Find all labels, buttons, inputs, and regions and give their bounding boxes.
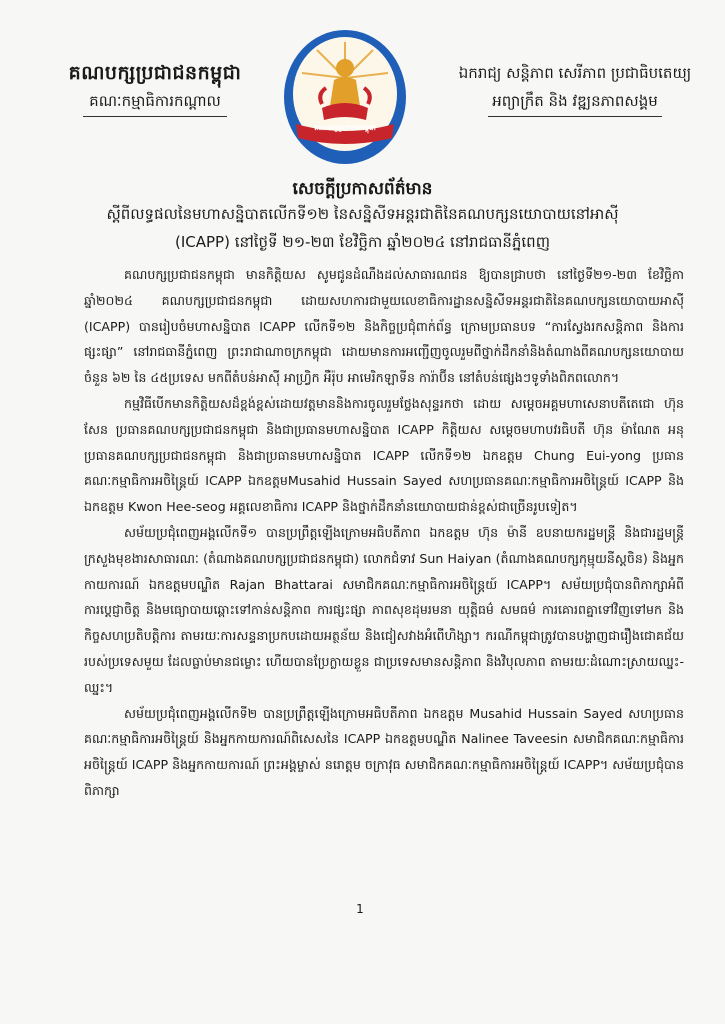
committee-name: គណៈកម្មាធិការកណ្តាល — [83, 88, 227, 117]
national-motto-second-line: អព្យាក្រឹត និង វឌ្ឍនភាពសង្គម — [488, 88, 662, 117]
page-number: 1 — [356, 902, 364, 916]
paragraph: សម័យប្រជុំពេញអង្គលើកទី១ បានប្រព្រឹត្តឡើងក្រោមអធិបតីភាព ឯកឧត្តម ហ៊ុន ម៉ានី ឧបនាយករដ្ឋមន្ត្រី និងជារដ្ឋមន្ត្រីក្រសួងមុខងារសាធារណៈ (តំណាងគណបក្សប្រជាជនកម្ពុជា) លោកជំទាវ Sun Haiyan (តំណាងគណបក្សកុម្មុយនីស្តចិន) និងអ្នកកាយការណ៍ ឯកឧត្តមបណ្ឌិត Rajan Bhattarai សមាជិកគណៈកម្មាធិការអចិន្ត្រៃយ៍ ICAPP។ សម័យប្រជុំបានពិភាក្សាអំពីការប្តេជ្ញាចិត្ត និងមធ្យោបាយឆ្ពោះទៅកាន់សន្តិភាព ការផ្សះផ្សា ភាពសុខដុមរមនា យុត្តិធម៌ សមធម៌ ការគោរពគ្នាទៅវិញទៅមក និងកិច្ចសហប្រតិបត្តិការ តាមរយៈការសន្ទនាប្រកបដោយអត្ថន័យ និងជៀសវាងអំពើហិង្សា។ ករណីកម្ពុជាត្រូវបានបង្ហាញជារឿងជោគជ័យរបស់ប្រទេសមួយ ដែលធ្លាប់មានជម្លោះ ហើយបានប្រែក្លាយខ្លួន ជាប្រទេសមានសន្តិភាព និងវិបុលភាព តាមរយៈដំណោះស្រាយឈ្នះ-ឈ្នះ។ — [84, 524, 684, 695]
header-right — [440, 58, 710, 117]
logo-banner-text: គណបក្សប្រជាជនកម្ពុជា — [314, 124, 376, 132]
national-motto: ឯករាជ្យ សន្តិភាព សេរីភាព ប្រជាធិបតេយ្យ — [458, 64, 692, 82]
paragraph: កម្មវិធីបើកមានកិត្តិយសដ៏ខ្ពង់ខ្ពស់ដោយវត្តមាននិងការចូលរួមថ្លែងសុន្ទរកថា ដោយ សម្តេចអគ្គមហាសេនាបតីតេជោ ហ៊ុន សែន ប្រធានគណបក្សប្រជាជនកម្ពុជា និងជាប្រធានមហាសន្និបាត ICAPP កិត្តិយស សម្តេចមហាបវរធិបតី ហ៊ុន ម៉ាណែត អនុប្រធានគណបក្សប្រជាជនកម្ពុជា និងជាប្រធានមហាសន្និបាត ICAPP លើកទី១២ ឯកឧត្តម Chung Eui-yong ប្រធានគណៈកម្មាធិការអចិន្ត្រៃយ៍ ICAPP ឯកឧត្តមMusahid Hussain Sayed សហប្រធានគណៈកម្មាធិការអចិន្ត្រៃយ៍ ICAPP និង ឯកឧត្តម Kwon Hee-seog អគ្គលេខាធិការ ICAPP និងថ្នាក់ដឹកនាំនយោបាយជាន់ខ្ពស់ជាច្រើនរូបទៀត។ — [84, 395, 684, 515]
header-left — [40, 58, 270, 117]
document-subtitle-line1: ស្តីពីលទ្ធផលនៃមហាសន្និបាតលើកទី១២ នៃសន្និសីទអន្តរជាតិនៃគណបក្សនយោបាយនៅអាស៊ី — [106, 205, 619, 223]
body-text — [84, 262, 684, 804]
paragraph: សម័យប្រជុំពេញអង្គលើកទី២ បានប្រព្រឹត្តឡើងក្រោមអធិបតីភាព ឯកឧត្តម Musahid Hussain Sayed សហប្រធានគណៈកម្មាធិការអចិន្ត្រៃយ៍ និងអ្នកកាយការណ៍ពិសេសនៃ ICAPP ឯកឧត្តមបណ្ឌិត Nalinee Taveesin សមាជិកគណៈកម្មាធិការអចិន្ត្រៃយ៍ ICAPP និងអ្នកកាយការណ៍ ព្រះអង្គម្ចាស់ នរោត្តម ចក្រាវុធ សមាជិកគណៈកម្មាធិការអចិន្ត្រៃយ៍ ICAPP។ សម័យប្រជុំបានពិភាក្សា — [84, 705, 684, 798]
party-logo — [282, 28, 408, 166]
document-subtitle-line2: (ICAPP) នៅថ្ងៃទី ២១-២៣ ខែវិច្ឆិកា ឆ្នាំ២០២៤ នៅរាជធានីភ្នំពេញ — [175, 233, 550, 251]
party-name: គណបក្សប្រជាជនកម្ពុជា — [68, 62, 242, 84]
paragraph: គណបក្សប្រជាជនកម្ពុជា មានកិត្តិយស សូមជូនដំណឹងដល់សាធារណជន ឱ្យបានជ្រាបថា នៅថ្ងៃទី២១-២៣ ខែវិច្ឆិកា ឆ្នាំ២០២៤ គណបក្សប្រជាជនកម្ពុជា ដោយសហការជាមួយលេខាធិការដ្ឋានសន្និសីទអន្តរជាតិនៃគណបក្សនយោបាយអាស៊ី (ICAPP) បានរៀបចំមហាសន្និបាត ICAPP លើកទី១២ និងកិច្ចប្រជុំពាក់ព័ន្ធ ក្រោមប្រធានបទ “ការស្វែងរកសន្តិភាព និងការផ្សះផ្សា” នៅរាជធានីភ្នំពេញ ព្រះរាជាណាចក្រកម្ពុជា ដោយមានការអញ្ជើញចូលរួមពីថ្នាក់ដឹកនាំនិងតំណាងពីគណបក្សនយោបាយចំនួន ៦២ នៃ ៤៥ប្រទេស មកពីតំបន់អាស៊ី អាហ្វ្រិក អឺរ៉ុប អាមេរិកឡាទីន ការ៉ាប៊ីន នៅតំបន់ផ្សេងៗទូទាំងពិភពលោក។ — [84, 267, 684, 386]
document-title: សេចក្តីប្រកាសព័ត៌មាន — [292, 179, 433, 199]
